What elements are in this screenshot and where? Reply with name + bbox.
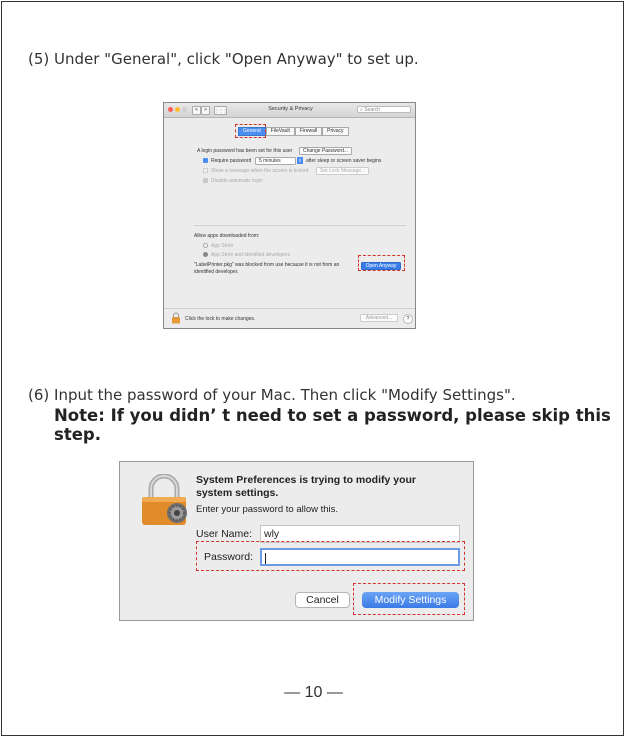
password-highlight (196, 541, 465, 571)
help-button[interactable]: ? (403, 314, 413, 324)
lock-text: Click the lock to make changes. (185, 316, 256, 322)
tab-firewall[interactable]: Firewall (295, 127, 322, 136)
tab-privacy[interactable]: Privacy (322, 127, 348, 136)
disable-login-label: Disable automatic login (211, 178, 263, 184)
search-placeholder: Search (364, 107, 381, 113)
app-store-label: App Store (211, 243, 234, 249)
show-message-label: Show a message when the screen is locked (211, 168, 309, 174)
page-footer (0, 684, 627, 702)
identified-developers-label: App Store and identified developers (211, 252, 291, 258)
password-dialog (119, 461, 474, 621)
app-store-radio[interactable] (203, 243, 208, 248)
change-password-button[interactable]: Change Password... (299, 147, 352, 155)
search-input[interactable] (357, 106, 411, 113)
general-tab-highlight (235, 124, 266, 138)
after-sleep-label: after sleep or screen saver begins (306, 158, 382, 164)
back-button[interactable]: < (192, 106, 201, 115)
tab-general[interactable]: General (238, 127, 266, 136)
password-label: Password: (204, 551, 254, 563)
forward-button[interactable]: > (201, 106, 210, 115)
bottom-bar (164, 308, 415, 328)
tab-filevault[interactable]: FileVault (266, 127, 295, 136)
dialog-heading-line1: System Preferences is trying to modify your (196, 474, 416, 486)
window-titlebar (164, 103, 415, 118)
window-title: Security & Privacy (268, 106, 313, 112)
identified-developers-radio[interactable] (203, 252, 208, 257)
step-6-instruction: (6) Input the password of your Mac. Then click "Modify Settings". (28, 386, 516, 404)
blocked-message-line1: "LabelPrinter.pkg" was blocked from use because it is not from an (194, 262, 340, 268)
allow-apps-label: Allow apps downloaded from: (194, 233, 260, 239)
require-delay-value: 5 minutes (259, 158, 281, 164)
page-number: 10 (304, 684, 323, 701)
grid-icon[interactable]: ⋮⋮⋮ (215, 108, 227, 113)
open-anyway-button[interactable]: Open Anyway (361, 262, 401, 270)
step-5-instruction: (5) Under "General", click "Open Anyway" to set up. (28, 50, 419, 68)
system-preferences-gear-icon (166, 502, 188, 524)
login-password-text: A login password has been set for this user (197, 148, 293, 154)
note-text: Note: If you didn’ t need to set a password, please skip this step. (54, 406, 611, 444)
username-label: User Name: (196, 528, 253, 540)
security-privacy-window (163, 102, 416, 329)
footer-dash-left: — (284, 684, 305, 701)
cancel-button[interactable]: Cancel (295, 592, 350, 608)
section-divider (194, 225, 406, 226)
lock-icon[interactable] (171, 312, 181, 324)
require-password-label: Require password (211, 158, 252, 164)
require-password-checkbox[interactable] (203, 158, 208, 163)
show-message-checkbox[interactable] (203, 168, 208, 173)
footer-dash-right: — (322, 684, 343, 701)
disable-login-checkbox[interactable] (203, 178, 208, 183)
username-field[interactable]: wly (260, 525, 460, 543)
chevron-updown-icon[interactable]: ⇕ (298, 158, 302, 163)
blocked-message-line2: identified developer. (194, 269, 239, 275)
search-icon: ⌕ (360, 107, 365, 113)
modify-settings-highlight (353, 583, 465, 615)
advanced-button[interactable]: Advanced... (360, 314, 398, 322)
set-lock-message-button[interactable]: Set Lock Message... (316, 167, 369, 175)
dialog-subtext: Enter your password to allow this. (196, 504, 339, 515)
require-delay-select[interactable] (255, 157, 296, 165)
dialog-heading-line2: system settings. (196, 487, 279, 499)
modify-settings-button[interactable]: Modify Settings (362, 592, 459, 608)
open-anyway-highlight (358, 255, 405, 271)
